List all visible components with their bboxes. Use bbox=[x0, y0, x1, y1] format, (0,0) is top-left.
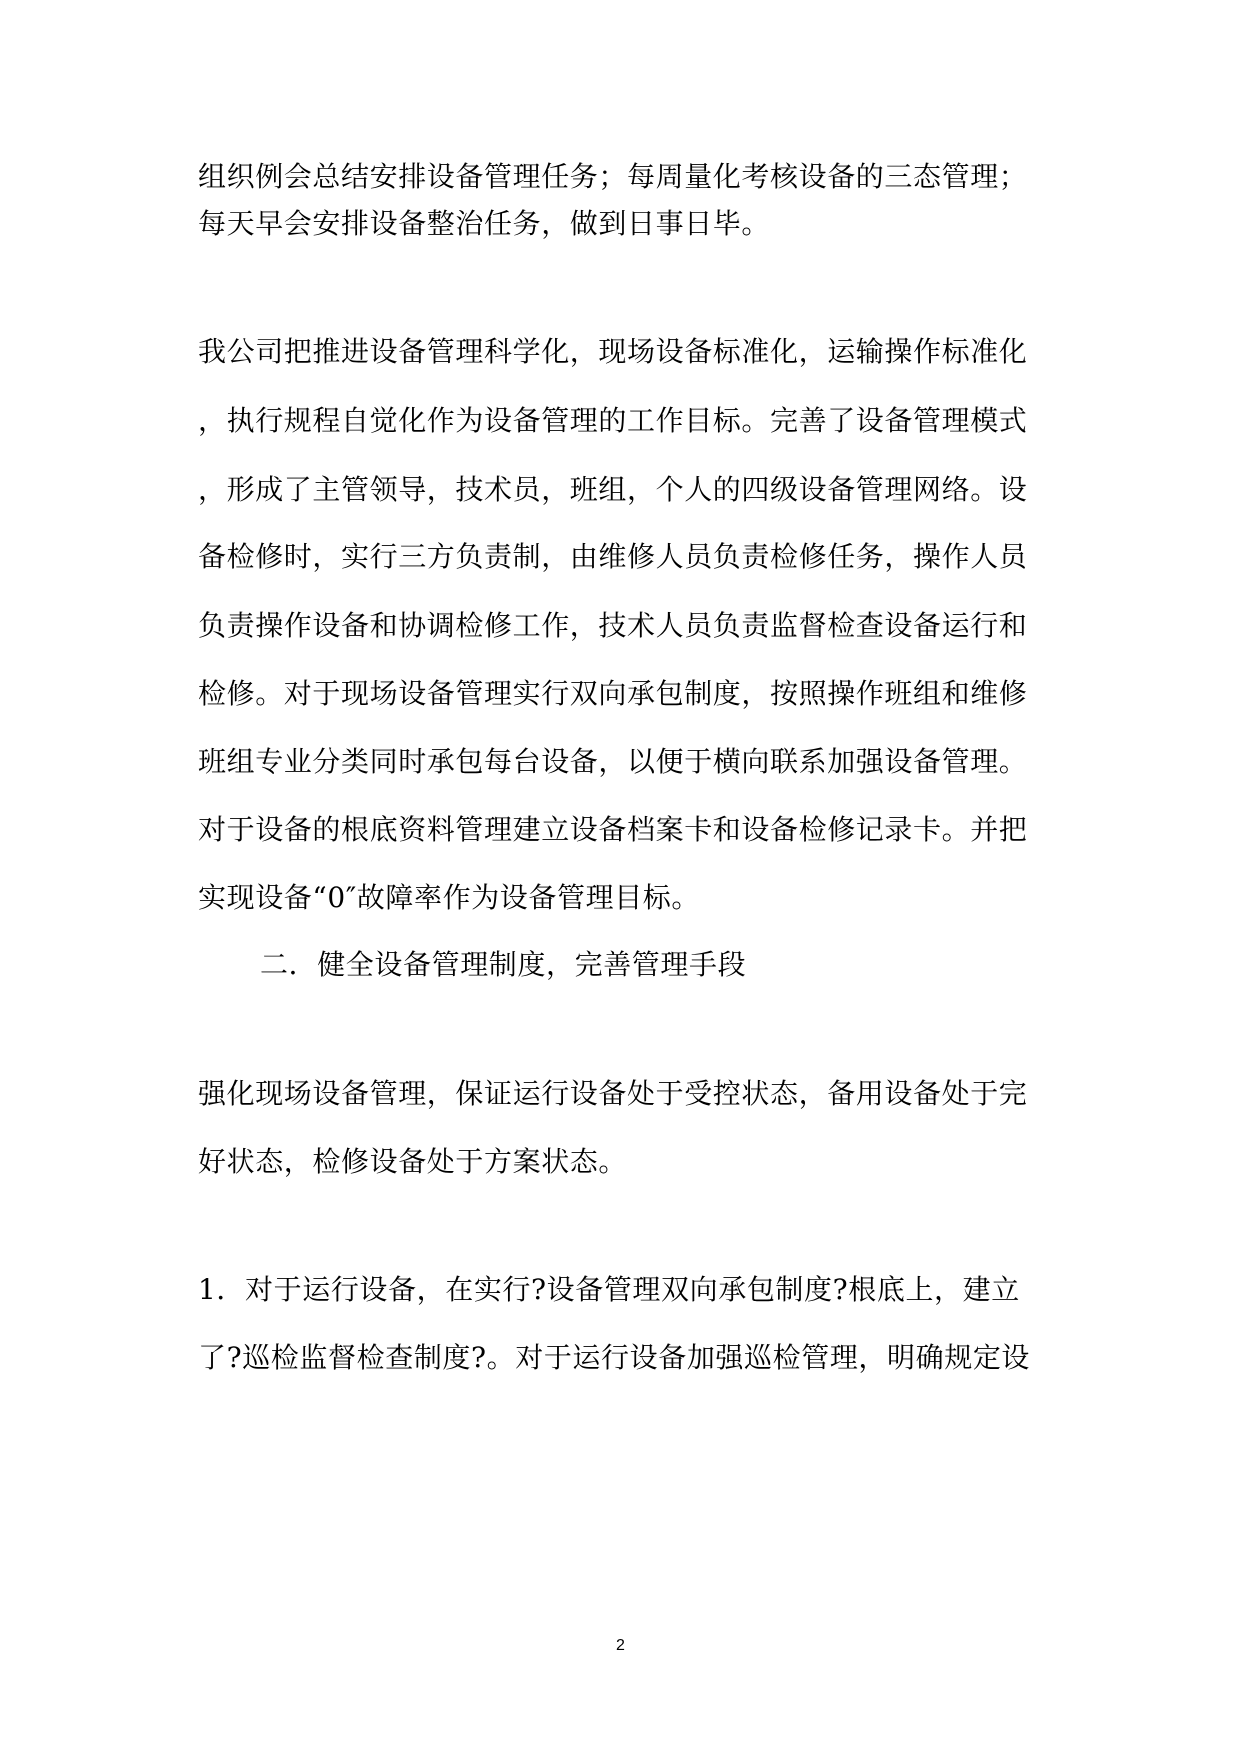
text-line: 检修。对于现场设备管理实行双向承包制度，按照操作班组和维修 bbox=[198, 677, 1028, 710]
text-line: 负责操作设备和协调检修工作，技术人员负责监督检查设备运行和 bbox=[198, 609, 1028, 642]
text-line: 我公司把推进设备管理科学化，现场设备标准化，运输操作标准化 bbox=[198, 335, 1028, 368]
text-line: 了?巡检监督检查制度?。对于运行设备加强巡检管理，明确规定设 bbox=[198, 1341, 1031, 1374]
text-line: 组织例会总结安排设备管理任务；每周量化考核设备的三态管理； bbox=[198, 160, 1028, 193]
page-number: 2 bbox=[616, 1637, 625, 1654]
text-line: 每天早会安排设备整治任务，做到日事日毕。 bbox=[198, 207, 771, 240]
text-line: 对于设备的根底资料管理建立设备档案卡和设备检修记录卡。并把 bbox=[198, 813, 1028, 846]
text-line: ，形成了主管领导，技术员，班组，个人的四级设备管理网络。设 bbox=[198, 473, 1028, 506]
text-line: 1．对于运行设备，在实行?设备管理双向承包制度?根底上，建立 bbox=[198, 1273, 1020, 1306]
text-line: 备检修时，实行三方负责制，由维修人员负责检修任务，操作人员 bbox=[198, 540, 1028, 573]
section-heading: 二．健全设备管理制度，完善管理手段 bbox=[260, 948, 747, 981]
text-line: 好状态，检修设备处于方案状态。 bbox=[198, 1145, 628, 1178]
text-line: 实现设备“0″故障率作为设备管理目标。 bbox=[198, 881, 700, 914]
text-line: 强化现场设备管理，保证运行设备处于受控状态，备用设备处于完 bbox=[198, 1077, 1028, 1110]
text-line: ，执行规程自觉化作为设备管理的工作目标。完善了设备管理模式 bbox=[198, 404, 1028, 437]
text-line: 班组专业分类同时承包每台设备，以便于横向联系加强设备管理。 bbox=[198, 745, 1028, 778]
